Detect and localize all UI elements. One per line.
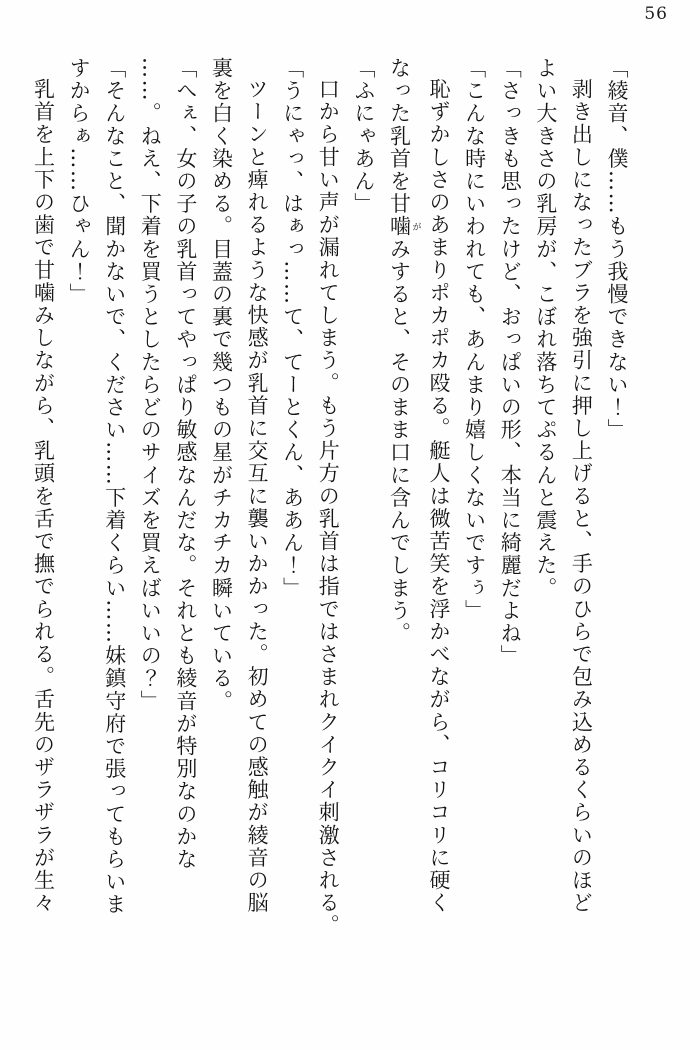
text-line: よい大きさの乳房が、こぼれ落ちてぷるんと震えた。 — [533, 57, 558, 600]
text-line: 剥き出しになったブラを強引に押し上げると、手のひらで包み込めるくらいのほど — [569, 78, 594, 915]
text-line: 乳首を上下の歯で甘噛みしながら、乳頭を舌で撫でられる。舌先のザラザラが生々 — [31, 78, 56, 915]
text-line: すからぁ……ひゃん！」 — [67, 57, 92, 306]
text-line: 口から甘い声が漏れてしまう。もう片方の乳首は指ではさまれクイクイ刺激される。 — [316, 78, 341, 937]
text-line: なった乳首を甘噛 がみすると、そのまま口に含んでしまう。 — [387, 57, 421, 645]
text-line: 「ふにゃあん」 — [351, 57, 376, 216]
text-line: ツーンと痺れるような快感が乳首に交互に襲いかかった。初めての感触が綾音の脳 — [245, 78, 270, 915]
furigana-ruby: 噛 が — [387, 215, 421, 238]
text-line: 「綾音、僕……もう我慢できない！」 — [605, 57, 629, 442]
text-line: 「こんな時にいわれても、あんまり嬉しくないですぅ」 — [462, 57, 487, 622]
text-line: 「へぇ、女の子の乳首ってやっぱり敏感なんだな。それとも綾音が特別なのかな — [173, 57, 198, 871]
text-line: ……。ねえ、下着を買うとしたらどのサイズを買えばいいの？」 — [138, 57, 163, 713]
text-line: 「さっきも思ったけど、おっぱいの形、本当に綺麗だよね」 — [498, 57, 523, 668]
text-line: 「そんなこと、聞かないで、ください……下着くらい……妹鎮守府で張ってもらいま — [102, 57, 127, 916]
novel-text-block — [25, 57, 634, 1002]
text-line: 恥ずかしさのあまりポカポカ殴る。艇人は微苦笑を浮かべながら、コリコリに硬く — [427, 78, 452, 915]
text-line: 「うにゃっ、はぁっ……て、てーとくん、ああん！」 — [280, 57, 305, 600]
page-number: 56 — [644, 4, 668, 24]
text-line: 裏を白く染める。目蓋の裏で幾つもの星がチカチカ瞬いている。 — [209, 57, 234, 713]
